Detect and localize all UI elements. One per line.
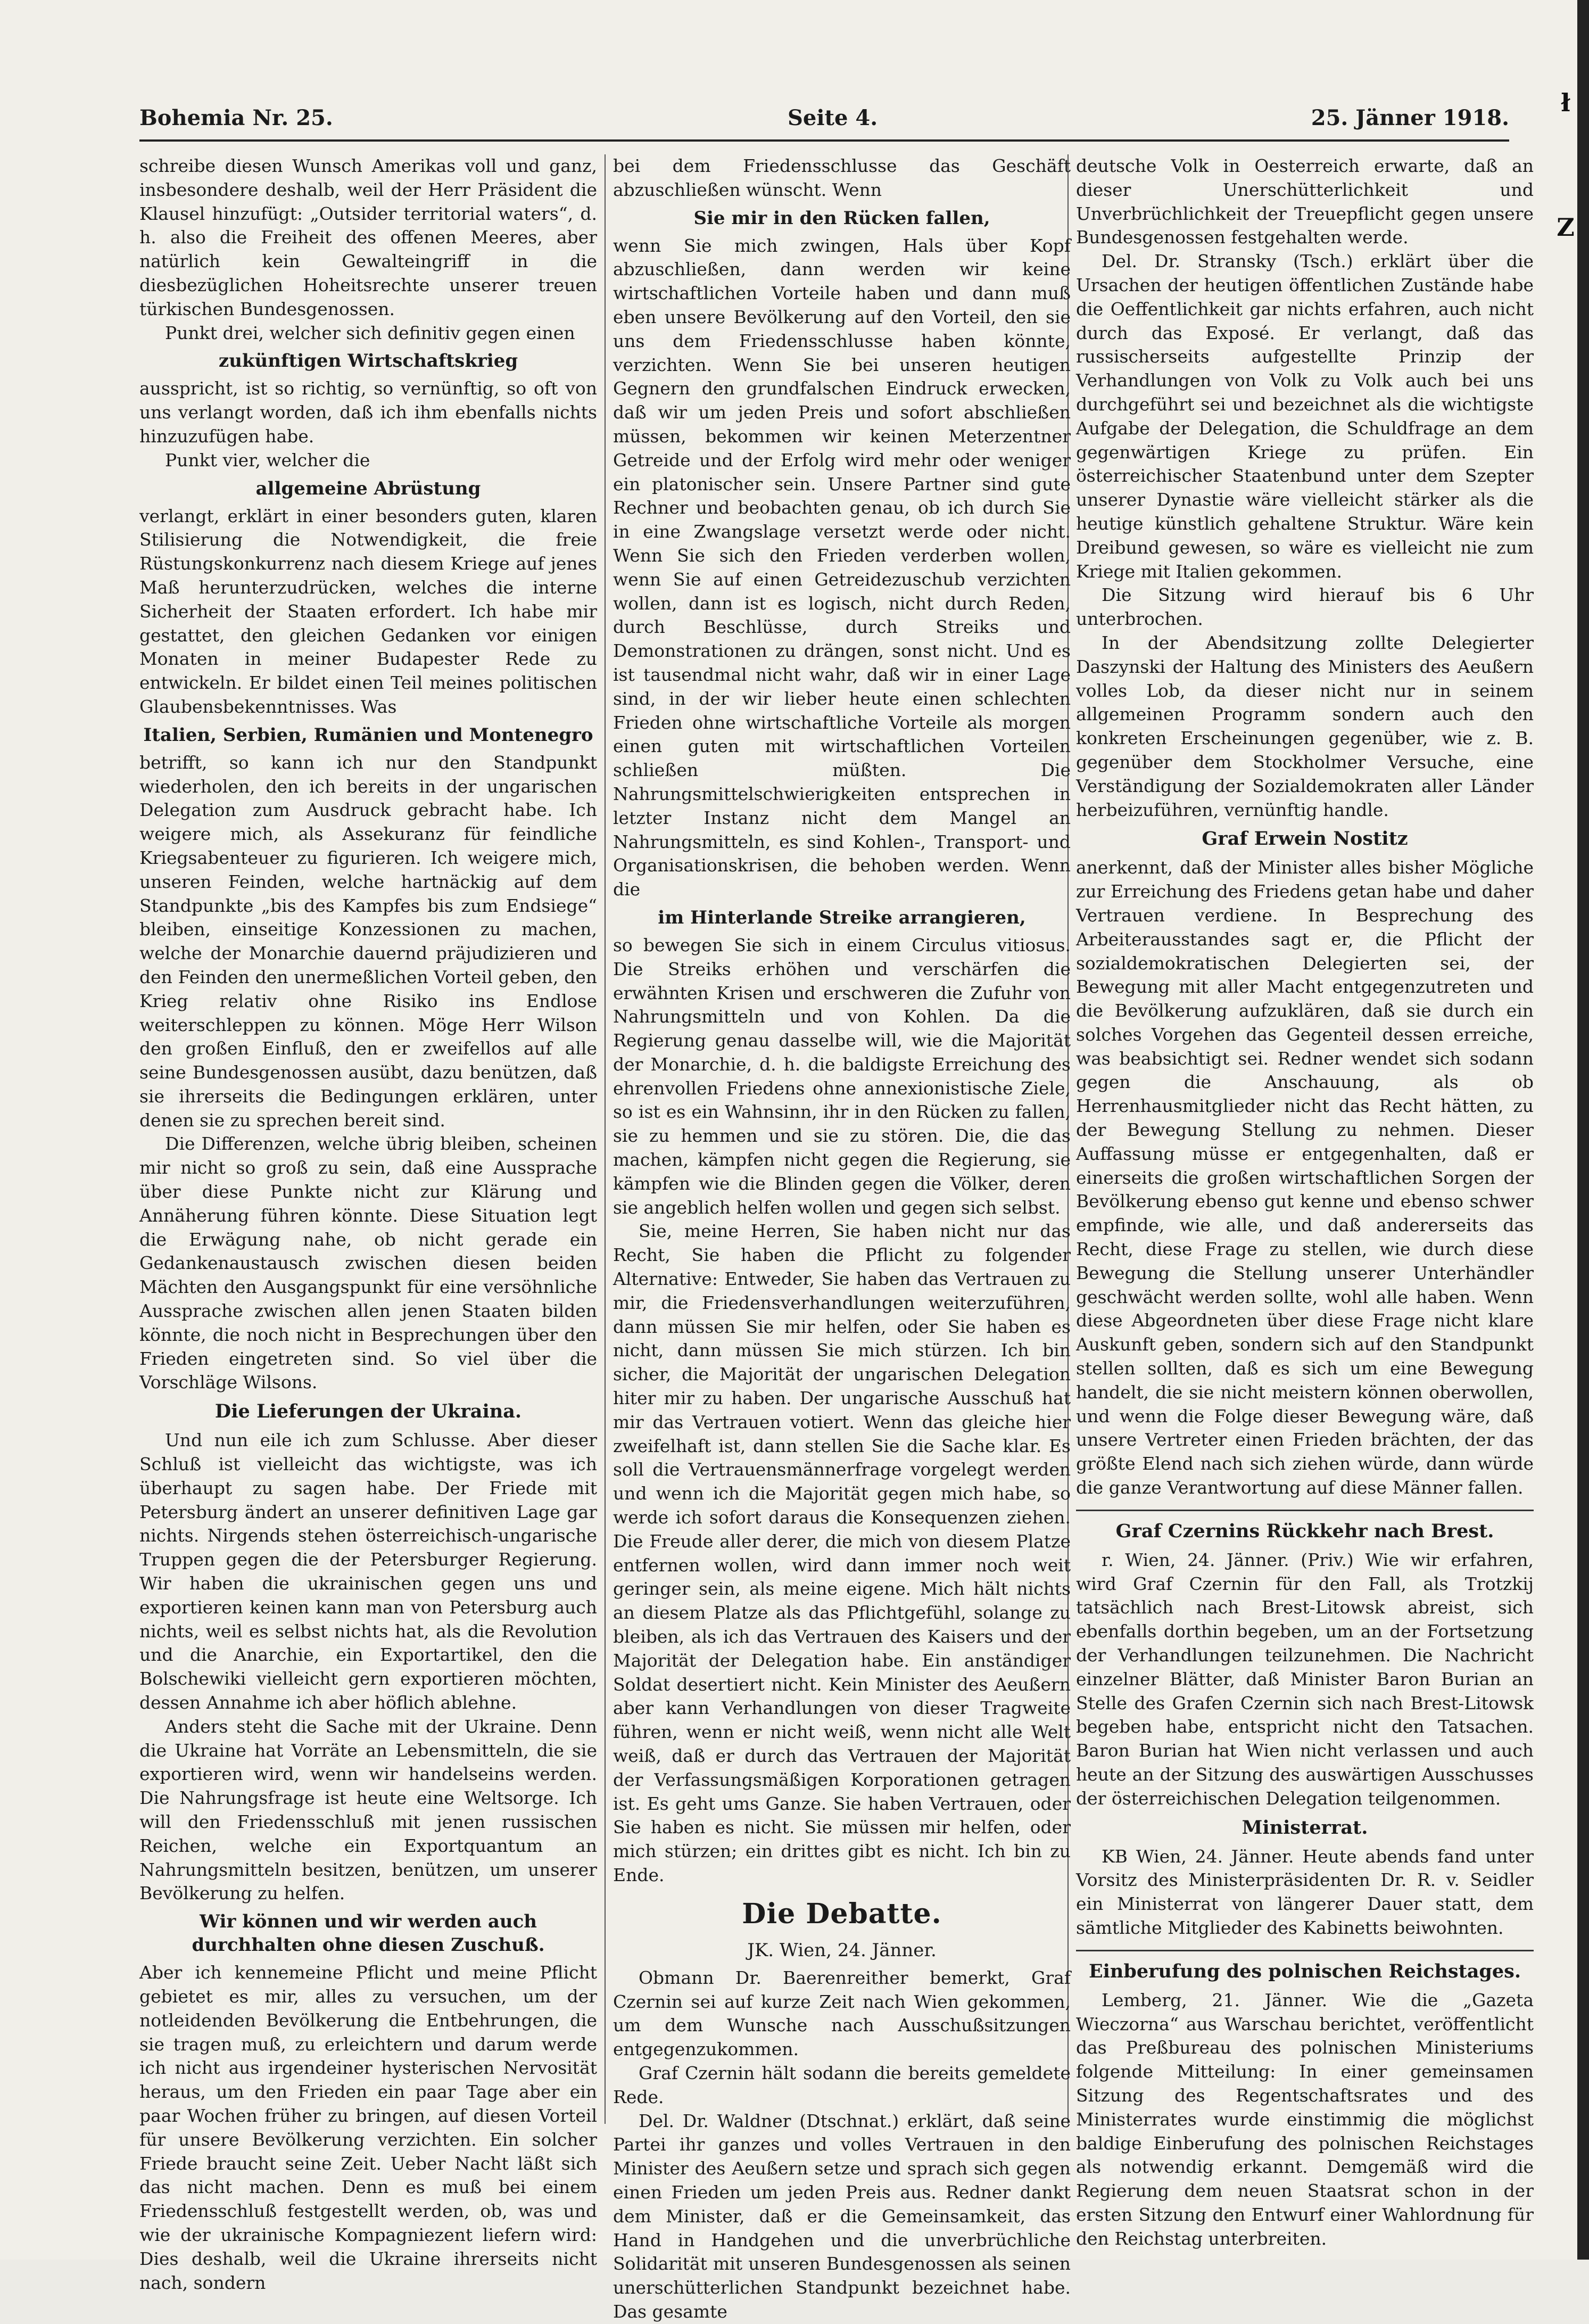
paragraph: wenn Sie mich zwingen, Hals über Kopf abzuschließen, dann werden wir keine wirtschaftlichen Vorteile haben und dann muß eben unsere Bevölkerung auf den Vorteil, den sie uns dem Friedensschlusse haben könnte, verzichten. Wenn Sie bei unseren heutigen Gegnern den grundfalschen Eindruck erwecken, daß wir um jeden Preis und sofort abschließen müssen, bekommen wir keinen Meterzentner Getreide und der Erfolg wird mehr oder weniger ein platonischer sein. Unsere Partner sind gute Rechner und beobachten genau, ob ich durch Sie in eine Zwangslage versetzt werde oder nicht. Wenn Sie sich den Frieden verderben wollen, wenn Sie auf einen Getreidezuschub verzichten wollen, dann ist es logisch, nicht durch Reden, durch Beschlüsse, durch Streiks und Demonstrationen zu drängen, sonst nicht. Und es ist tausendmal nicht wahr, daß wir in einer Lage sind, in der wir lieber heute einen schlechten Frieden ohne wirtschaftliche Vorteile als morgen einen guten mit wirtschaftlichen Vorteilen schließen müßten. Die Nahrungsmittelschwierigkeiten entsprechen in letzter Instanz nicht dem Mangel an Nahrungsmitteln, es sind Kohlen-, Transport- und Organisationskrisen, die behoben werden. Wenn die bbox=[613, 235, 1071, 900]
header-rule bbox=[139, 139, 1509, 142]
section-heading: Graf Czernins Rückkehr nach Brest. bbox=[1115, 1520, 1494, 1542]
paragraph: so bewegen Sie sich in einem Circulus vitiosus. Die Streiks erhöhen und verschärfen die erwähnten Krisen und erschweren die Zufuhr von Nahrungsmitteln und von Kohlen. Da die Regierung genau dasselbe will, wie die Majorität der Monarchie, d. h. die baldigste Erreichung des ehrenvollen Friedens ohne annexionistische Ziele, so ist es ein Wahnsinn, ihr in den Rücken zu fallen, sie zu hemmen und sie zu stören. Die, die das machen, kämpfen nicht gegen die Regierung, sie kämpfen wie die Blinden gegen die Völker, deren sie angeblich helfen wollen und gegen sich selbst. bbox=[613, 934, 1071, 1218]
paragraph: Aber ich kennemeine Pflicht und meine Pflicht gebietet es mir, alles zu versuchen, um der notleidenden Bevölkerung die Entbehrungen, die sie tragen muß, zu erleichtern und darum werde ich nicht aus irgendeiner hysterischen Nervosität heraus, um den Frieden ein paar Tage aber ein paar Wochen früher zu bringen, auf diesen Vorteil für unsere Bevölkerung verzichten. Ein solcher Friede braucht seine Zeit. Ueber Nacht läßt sich das nicht machen. Denn es muß bei einem Friedensschluß festgestellt werden, ob, was und wie der ukrainische Kompagniezent liefern wird: Dies deshalb, weil die Ukraine ihrerseits nicht nach, sondern bbox=[139, 1962, 597, 2293]
paragraph: r. Wien, 24. Jänner. (Priv.) Wie wir erfahren, wird Graf Czernin für den Fall, als Trotzkij tatsächlich nach Brest-Litowsk abreist, sich ebenfalls dorthin begeben, um an der Fortsetzung der Verhandlungen teilzunehmen. Die Nachricht einzelner Blätter, daß Minister Baron Burian an Stelle des Grafen Czernin sich nach Brest-Litowsk begeben habe, entspricht nicht den Tatsachen. Baron Burian hat Wien nicht verlassen und auch heute an der Sitzung des auswärtigen Ausschusses der österreichischen Delegation teilgenommen. bbox=[1076, 1549, 1534, 1809]
paragraph: anerkennt, daß der Minister alles bisher Mögliche zur Erreichung des Friedens getan habe und daher Vertrauen verdiene. In Besprechung des Arbeiterausstandes sagt er, die Pflicht der sozialdemokratischen Delegierten sei, der Bewegung mit aller Macht entgegenzutreten und die Bevölkerung aufzuklären, daß sie durch ein solches Vorgehen das Gegenteil dessen erreiche, was beabsichtigt sei. Redner wendet sich sodann gegen die Anschauung, als ob Herrenhausmitglieder nicht das Recht hätten, zu der Bewegung Stellung zu nehmen. Dieser Auffassung müsse er entgegenhalten, daß er einerseits die großen wirtschaftlichen Sorgen der Bevölkerung ebenso gut kenne und ebenso schwer empfinde, wie alle, und daß andererseits das Recht, diese Frage zu stellen, wie durch diese Bewegung die Stellung unserer Unterhändler geschwächt werden sollte, wohl alle haben. Wenn diese Abgeordneten über diese Frage nicht klare Auskunft geben, sondern sich auf den Standpunkt stellen sollten, daß es sich um eine Bewegung handelt, die sie nicht meistern können oberwollen, und wenn die Folge dieser Bewegung wäre, daß unsere Vertreter einen Frieden brächten, der das größte Elend nach sich ziehen würde, dann würde die ganze Verantwortung auf diese Männer fallen. bbox=[1076, 857, 1534, 1498]
section-heading: Die Debatte. bbox=[742, 1897, 942, 1930]
masthead: Bohemia Nr. 25. bbox=[139, 105, 333, 130]
inline-heading: allgemeine Abrüstung bbox=[255, 477, 481, 499]
article-separator bbox=[1076, 1510, 1534, 1511]
paragraph: verlangt, erklärt in einer besonders guten, klaren Stilisierung die Notwendigkeit, die freie Rüstungskonkurrenz nach diesem Kriege auf jenes Maß herunterzudrücken, welches die interne Sicherheit der Staaten erfordert. Ich habe mir gestattet, den gleichen Gedanken vor einigen Monaten in meiner Budapester Rede zu entwickeln. Er bildet einen Teil meines politischen Glaubensbekenntnisses. Was bbox=[139, 505, 597, 717]
paragraph: Del. Dr. Waldner (Dtschnat.) erklärt, daß seine Partei ihr ganzes und volles Vertrauen in den Minister des Aeußern setze und sprach sich gegen einen Frieden um jeden Preis aus. Redner dankt dem Minister, daß er die Gemeinsamkeit, das Hand in Handgehen und die unverbrüchliche Solidarität mit unseren Bundesgenossen als seinen unerschütterlichen Standpunkt bezeichnet habe. Das gesamte bbox=[613, 2110, 1071, 2322]
paragraph: deutsche Volk in Oesterreich erwarte, daß an dieser Unerschütterlichkeit und Unverbrüchlichkeit der Treuepflicht gegen unsere Bundesgenossen festgehalten werde. bbox=[1076, 155, 1534, 248]
scan-edge bbox=[1577, 0, 1589, 2260]
paragraph: betrifft, so kann ich nur den Standpunkt wiederholen, den ich bereits in der ungarischen Delegation zum Ausdruck gebracht habe. Ich weigere mich, als Assekuranz für feindliche Kriegsabenteuer zu figurieren. Ich weigere mich, unseren Feinden, welche hartnäckig auf dem Standpunkte „bis des Kampfes bis zum Endsiege“ bleiben, einseitige Konzessionen zu machen, welche der Monarchie dauernd präjudizieren und den Feinden den unermeßlichen Vorteil geben, den Krieg relativ ohne Risiko ins Endlose weiterschleppen zu können. Möge Herr Wilson den großen Einfluß, den er zweifellos auf alle seine Bundesgenossen ausübt, dazu benützen, daß sie ihrerseits die Bedingungen erklären, unter denen sie zu sprechen bereit sind. bbox=[139, 752, 597, 1131]
column-rule bbox=[605, 154, 606, 2124]
paragraph: Lemberg, 21. Jänner. Wie die „Gazeta Wieczorna“ aus Warschau berichtet, veröffentlicht das Preßbureau des polnischen Ministeriums folgende Mitteilung: In einer gemeinsamen Sitzung des Regentschaftsrates und des Ministerrates wurde einstimmig die möglichst baldige Einberufung des polnischen Reichstages als notwendig erkannt. Demgemäß wird die Regierung dem neuen Staatsrat schon in der ersten Sitzung den Entwurf einer Wahlordnung für den Reichstag unterbreiten. bbox=[1076, 1989, 1534, 2249]
page-header bbox=[139, 105, 1509, 137]
inline-heading: im Hinterlande Streike arrangieren, bbox=[658, 906, 1026, 928]
edge-fragment-1: ł bbox=[1561, 88, 1570, 117]
page-number: Seite 4. bbox=[788, 105, 878, 130]
paragraph: Die Differenzen, welche übrig bleiben, scheinen mir nicht so groß zu sein, daß eine Aussprache über diese Punkte nicht zur Klärung und Annäherung führen könnte. Diese Situation legt die Erwägung nahe, ob nicht gerade ein Gedankenaustausch zwischen diesen beiden Mächten den Ausgangspunkt für eine versöhnliche Aussprache zwischen allen jenen Staaten bilden könnte, die noch nicht in Besprechungen über den Frieden eingetreten sind. So viel über die Vorschläge Wilsons. bbox=[139, 1133, 597, 1393]
column-3 bbox=[1076, 154, 1534, 2249]
paragraph: Obmann Dr. Baerenreither bemerkt, Graf Czernin sei auf kurze Zeit nach Wien gekommen, um dem Wunsche nach Ausschußsitzungen entgegenzukommen. bbox=[613, 1967, 1071, 2060]
paragraph: In der Abendsitzung zollte Delegierter Daszynski der Haltung des Ministers des Aeußern volles Lob, da dieser nicht nur in seinem allgemeinen Programm sondern auch den konkreten Erscheinungen gegenüber, wie z. B. gegenüber dem Stockholmer Versuche, eine Verständigung der Sozialdemokraten aller Länder herbeizuführen, vernünftig handle. bbox=[1076, 632, 1534, 820]
paragraph: Punkt drei, welcher sich definitiv gegen einen bbox=[165, 322, 575, 343]
paragraph: bei dem Friedensschlusse das Geschäft abzuschließen wünscht. Wenn bbox=[613, 155, 1071, 200]
paragraph: KB Wien, 24. Jänner. Heute abends fand unter Vorsitz des Ministerpräsidenten Dr. R. v. Seidler ein Ministerrat von längerer Dauer statt, dem sämtliche Mitglieder des Kabinetts beiwohnten. bbox=[1076, 1845, 1534, 1938]
paragraph: Sie, meine Herren, Sie haben nicht nur das Recht, Sie haben die Pflicht zu folgender Alternative: Entweder, Sie haben das Vertrauen zu mir, die Friedensverhandlungen weiterzuführen, dann müssen Sie mir helfen, oder Sie haben es nicht, dann müssen Sie mich stürzen. Ich bin sicher, die Majorität der ungarischen Delegation hiter mir zu haben. Der ungarische Ausschuß hat mir das Vertrauen votiert. Wenn das gleiche hier zweifelhaft ist, dann stellen Sie die Sache klar. Es soll die Vertrauensmännerfrage vorgelegt werden und wenn ich die Majorität gegen mich habe, so werde ich sofort daraus die Konsequenzen ziehen. Die Freude aller derer, die mich von diesem Platze entfernen wollen, wird dann immer noch weit geringer sein, als meine eigene. Mich hält nichts an diesem Platze als das Pflichtgefühl, solange zu bleiben, als ich das Vertrauen des Kaisers und der Majorität der Delegation habe. Ein anständiger Soldat desertiert nicht. Kein Minister des Aeußern aber kann Verhandlungen von dieser Tragweite führen, wenn er nicht weiß, wenn nicht alle Welt weiß, daß er durch das Vertrauen der Majorität der Verfassungsmäßigen Korporationen getragen ist. Es geht ums Ganze. Sie haben Vertrauen, oder Sie haben es nicht. Sie müssen mir helfen, oder mich stürzen; ein drittes gibt es nicht. Ich bin zu Ende. bbox=[613, 1221, 1071, 1885]
paragraph: Die Sitzung wird hierauf bis 6 Uhr unterbrochen. bbox=[1076, 584, 1534, 630]
inline-heading: zukünftigen Wirtschaftskrieg bbox=[218, 350, 518, 372]
issue-date: 25. Jänner 1918. bbox=[1311, 105, 1509, 130]
edge-fragment-2: Z bbox=[1557, 213, 1575, 242]
paragraph: schreibe diesen Wunsch Amerikas voll und ganz, insbesondere deshalb, weil der Herr Präsident die Klausel hinzufügt: „Outsider territorial waters“, d. h. also die Freiheit des offenen Meeres, aber natürlich kein Gewalteingriff in die diesbezüglichen Hoheitsrechte unserer treuen türkischen Bundesgenossen. bbox=[139, 155, 597, 319]
paragraph: ausspricht, ist so richtig, so vernünftig, so oft von uns verlangt worden, daß ich ihm ebenfalls nichts hinzuzufügen habe. bbox=[139, 378, 597, 447]
column-1 bbox=[139, 154, 597, 2293]
paragraph: Del. Dr. Stransky (Tsch.) erklärt über die Ursachen der heutigen öffentlichen Zustände habe die Oeffentlichkeit gar nichts erfahren, auch nicht durch das Exposé. Er verlangt, daß das russischerseits aufgestellte Prinzip der Verhandlungen von Volk zu Volk auch bei uns durchgeführt sei und bezeichnet als die wichtigste Aufgabe der Delegation, die Schuldfrage an dem gegenwärtigen Kriege zu prüfen. Ein österreichischer Staatenbund unter dem Szepter unserer Dynastie wäre vielleicht stärker als die heutige künstlich gehaltene Struktur. Wäre kein Dreibund gewesen, so wäre es vielleicht nie zum Kriege mit Italien gekommen. bbox=[1076, 251, 1534, 582]
section-heading: Graf Erwein Nostitz bbox=[1202, 828, 1408, 850]
section-heading: Die Lieferungen der Ukraina. bbox=[214, 1400, 522, 1423]
inline-heading: Sie mir in den Rücken fallen, bbox=[693, 207, 990, 229]
inline-heading: Italien, Serbien, Rumänien und Montenegro bbox=[143, 724, 593, 746]
paragraph: Punkt vier, welcher die bbox=[165, 449, 370, 471]
section-heading: Ministerrat. bbox=[1242, 1816, 1368, 1839]
paragraph: Anders steht die Sache mit der Ukraine. Denn die Ukraine hat Vorräte an Lebensmitteln, die sie exportieren wird, wenn wir handelseins werden. Die Nahrungsfrage ist heute eine Weltsorge. Ich will den Friedensschluß mit jenen russischen Reichen, welche ein Exportquantum an Nahrungsmitteln besitzen, benützen, um unserer Bevölkerung zu helfen. bbox=[139, 1716, 597, 1904]
paragraph: Und nun eile ich zum Schlusse. Aber dieser Schluß ist vielleicht das wichtigste, was ich überhaupt zu sagen habe. Der Friede mit Petersburg ändert an unserer definitiven Lage gar nichts. Nirgends stehen österreichisch-ungarische Truppen gegen die der Petersburger Regierung. Wir haben die ukrainischen gegen uns und exportieren keinen kann man von Petersburg auch nichts, weil es selbst nichts hat, als die Revolution und die Anarchie, ein Exportartikel, den die Bolschewiki vielleicht gern exportieren möchten, dessen Annahme ich aber höflich ablehne. bbox=[139, 1430, 597, 1713]
section-heading: Einberufung des polnischen Reichstages. bbox=[1088, 1960, 1521, 1982]
paragraph: Graf Czernin hält sodann die bereits gemeldete Rede. bbox=[613, 2062, 1071, 2107]
inline-heading: Wir können und wir werden auch durchhalten ohne diesen Zuschuß. bbox=[192, 1911, 545, 1956]
column-2 bbox=[613, 154, 1071, 2322]
article-separator bbox=[1076, 1950, 1534, 1951]
dateline: JK. Wien, 24. Jänner. bbox=[747, 1939, 937, 1961]
